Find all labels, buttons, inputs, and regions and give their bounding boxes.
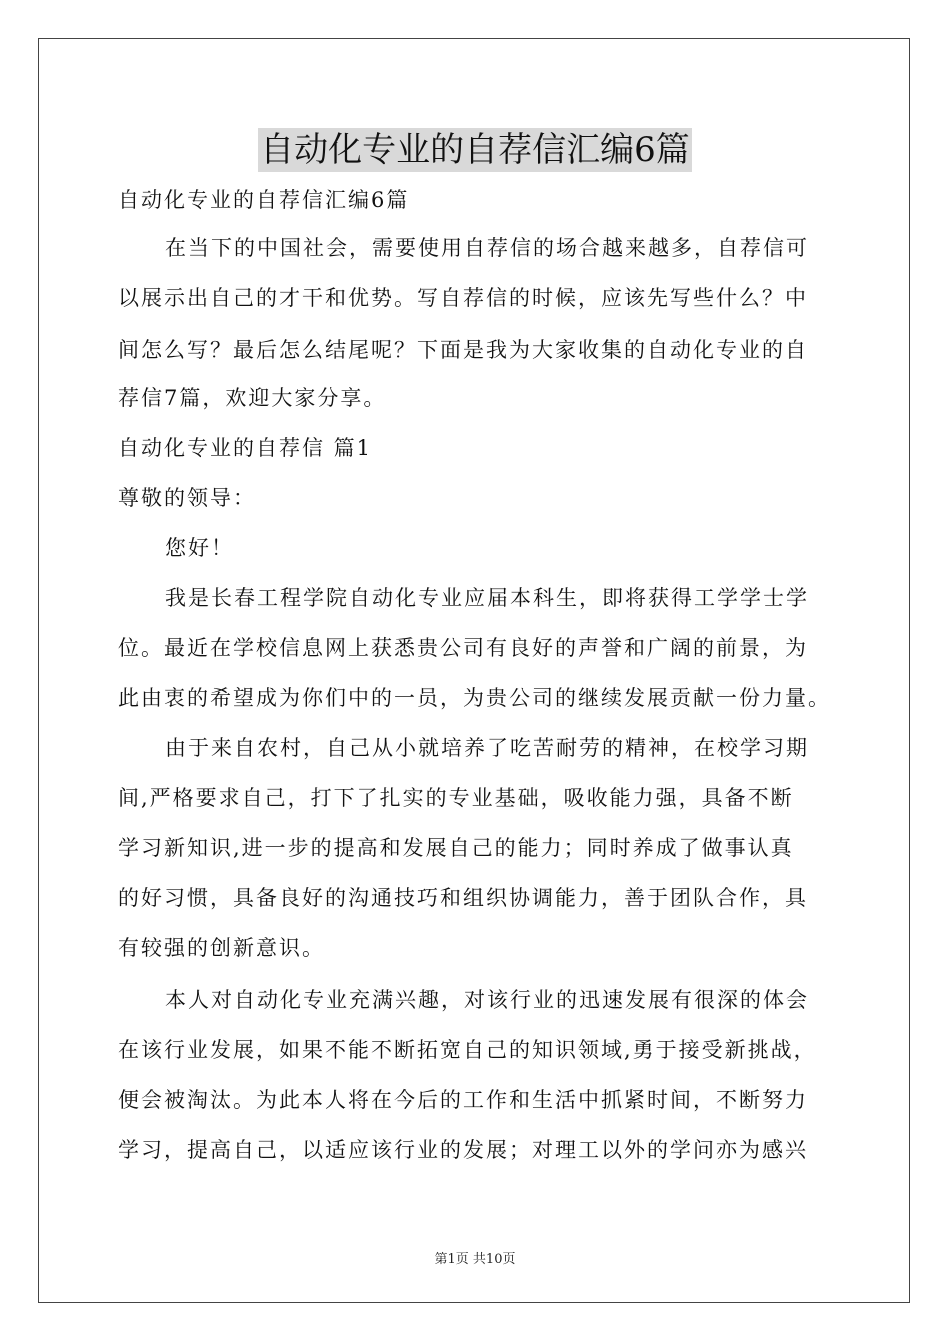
paragraph-line: 便会被淘汰。为此本人将在今后的工作和生活中抓紧时间，不断努力 (118, 1088, 808, 1112)
paragraph-line: 由于来自农村，自己从小就培养了吃苦耐劳的精神，在校学习期 (165, 736, 809, 760)
document-title: 自动化专业的自荐信汇编6篇 (260, 130, 690, 170)
paragraph-line: 我是长春工程学院自动化专业应届本科生，即将获得工学学士学 (165, 586, 809, 610)
paragraph-line: 在当下的中国社会，需要使用自荐信的场合越来越多，自荐信可 (165, 236, 809, 260)
paragraph-line: 本人对自动化专业充满兴趣，对该行业的迅速发展有很深的体会 (165, 988, 809, 1012)
section-heading: 自动化专业的自荐信 篇1 (118, 436, 373, 460)
paragraph-line: 的好习惯，具备良好的沟通技巧和组织协调能力，善于团队合作，具 (118, 886, 808, 910)
paragraph-line: 学习，提高自己，以适应该行业的发展；对理工以外的学问亦为感兴 (118, 1138, 808, 1162)
paragraph-line: 荐信7篇，欢迎大家分享。 (118, 386, 387, 410)
page-footer: 第1页 共10页 (434, 1252, 516, 1267)
paragraph-line: 在该行业发展，如果不能不断拓宽自己的知识领域,勇于接受新挑战， (118, 1038, 817, 1062)
paragraph-line: 学习新知识,进一步的提高和发展自己的能力；同时养成了做事认真 (118, 836, 794, 860)
paragraph-line: 此由衷的希望成为你们中的一员，为贵公司的继续发展贡献一份力量。 (118, 686, 831, 710)
paragraph-line: 间,严格要求自己，打下了扎实的专业基础，吸收能力强，具备不断 (118, 786, 794, 810)
paragraph-line: 以展示出自己的才干和优势。写自荐信的时候，应该先写些什么？中 (118, 286, 808, 310)
paragraph-line: 间怎么写？最后怎么结尾呢？下面是我为大家收集的自动化专业的自 (118, 338, 808, 362)
subtitle-line: 自动化专业的自荐信汇编6篇 (118, 188, 410, 212)
paragraph-line: 位。最近在学校信息网上获悉贵公司有良好的声誉和广阔的前景，为 (118, 636, 808, 660)
title-container (0, 128, 950, 172)
paragraph-line: 有较强的创新意识。 (118, 936, 325, 960)
greeting: 您好！ (165, 536, 234, 560)
salutation: 尊敬的领导： (118, 486, 256, 510)
